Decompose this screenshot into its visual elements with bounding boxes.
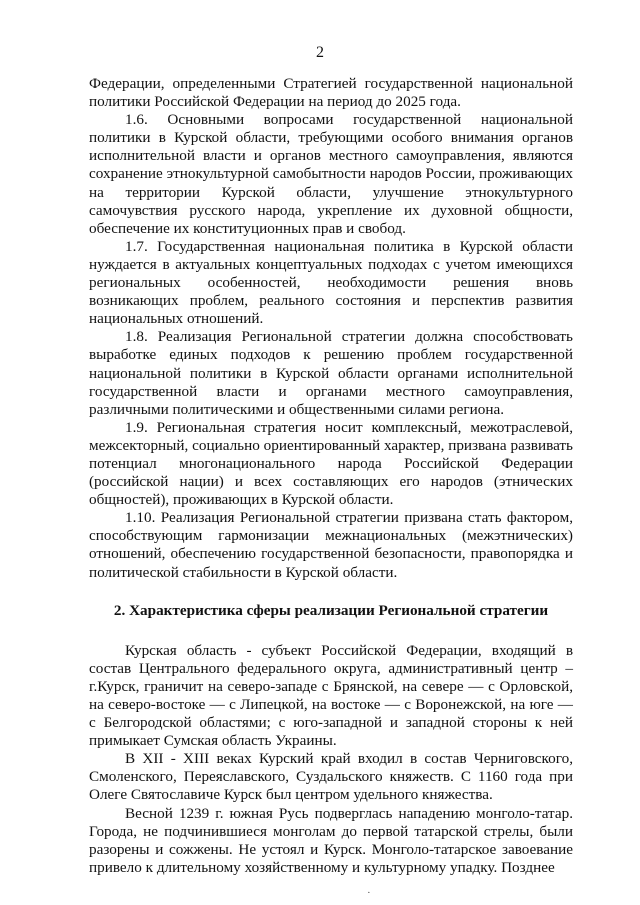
- paragraph-history-12-13-century: В XII - XIII веках Курский край входил в состав Черниговского, Смоленского, Переяславского, Суздальского княжеств. С 1160 года при Олеге Святославиче Курск был центром удельного княжества.: [89, 750, 573, 804]
- section-heading: 2. Характеристика сферы реализации Региональной стратегии: [113, 601, 549, 619]
- paragraph-continuation: Федерации, определенными Стратегией государственной национальной политики Российской Федерации на период до 2025 года.: [89, 75, 573, 111]
- paragraph-1-10: 1.10. Реализация Региональной стратегии призвана стать фактором, способствующим гармонизации межнациональных (межэтнических) отношений, обеспечению государственной безопасности, правопорядка и политической стабильности в Курской области.: [89, 509, 573, 581]
- paragraph-1-6: 1.6. Основными вопросами государственной национальной политики в Курской области, требующими особого внимания органов исполнительной власти и органов местного самоуправления, являются сохранение этнокультурной самобытности народов России, проживающих на территории Курской области, улучшение этнокультурного самочувствия русского народа, укрепление их духовной общности, обеспечение их конституционных прав и свобод.: [89, 111, 573, 237]
- paragraph-1-9: 1.9. Региональная стратегия носит комплексный, межотраслевой, межсекторный, социально ориентированный характер, призвана развивать потенциал многонационального народа Российской Федерации (российской нации) и всех составляющих его народов (этнических общностей), проживающих в Курской области.: [89, 418, 573, 509]
- page-number: 2: [316, 44, 324, 61]
- paragraph-mongol-invasion: Весной 1239 г. южная Русь подверглась нападению монголо-татар. Города, не подчинившиеся монголам до первой татарской стрелы, были разорены и сожжены. Не устоял и Курск. Монголо-татарское завоевание привело к длительному хозяйственному и культурному упадку. Позднее: [89, 804, 573, 876]
- document-body: [89, 75, 573, 877]
- paragraph-1-8: 1.8. Реализация Региональной стратегии должна способствовать выработке единых подходов к решению проблем государственной национальной политики в Курской области органами исполнительной государственной власти и органами местного самоуправления, различными политическими и общественными силами региона.: [89, 328, 573, 418]
- paragraph-region-overview: Курская область - субъект Российской Федерации, входящий в состав Центрального федерального округа, административный центр – г.Курск, граничит на северо-западе с Брянской, на севере — с Орловской, на северо-востоке — с Липецкой, на востоке — с Воронежской, на юге — с Белгородской областями; с юго-западной и западной стороны к ней примыкает Сумская область Украины.: [89, 641, 573, 750]
- paragraph-1-7: 1.7. Государственная национальная политика в Курской области нуждается в актуальных концептуальных подходах с учетом имеющихся региональных особенностей, необходимости решения вновь возникающих проблем, реального состояния и перспектив развития национальных отношений.: [89, 237, 573, 328]
- scan-mark: ·: [367, 887, 371, 899]
